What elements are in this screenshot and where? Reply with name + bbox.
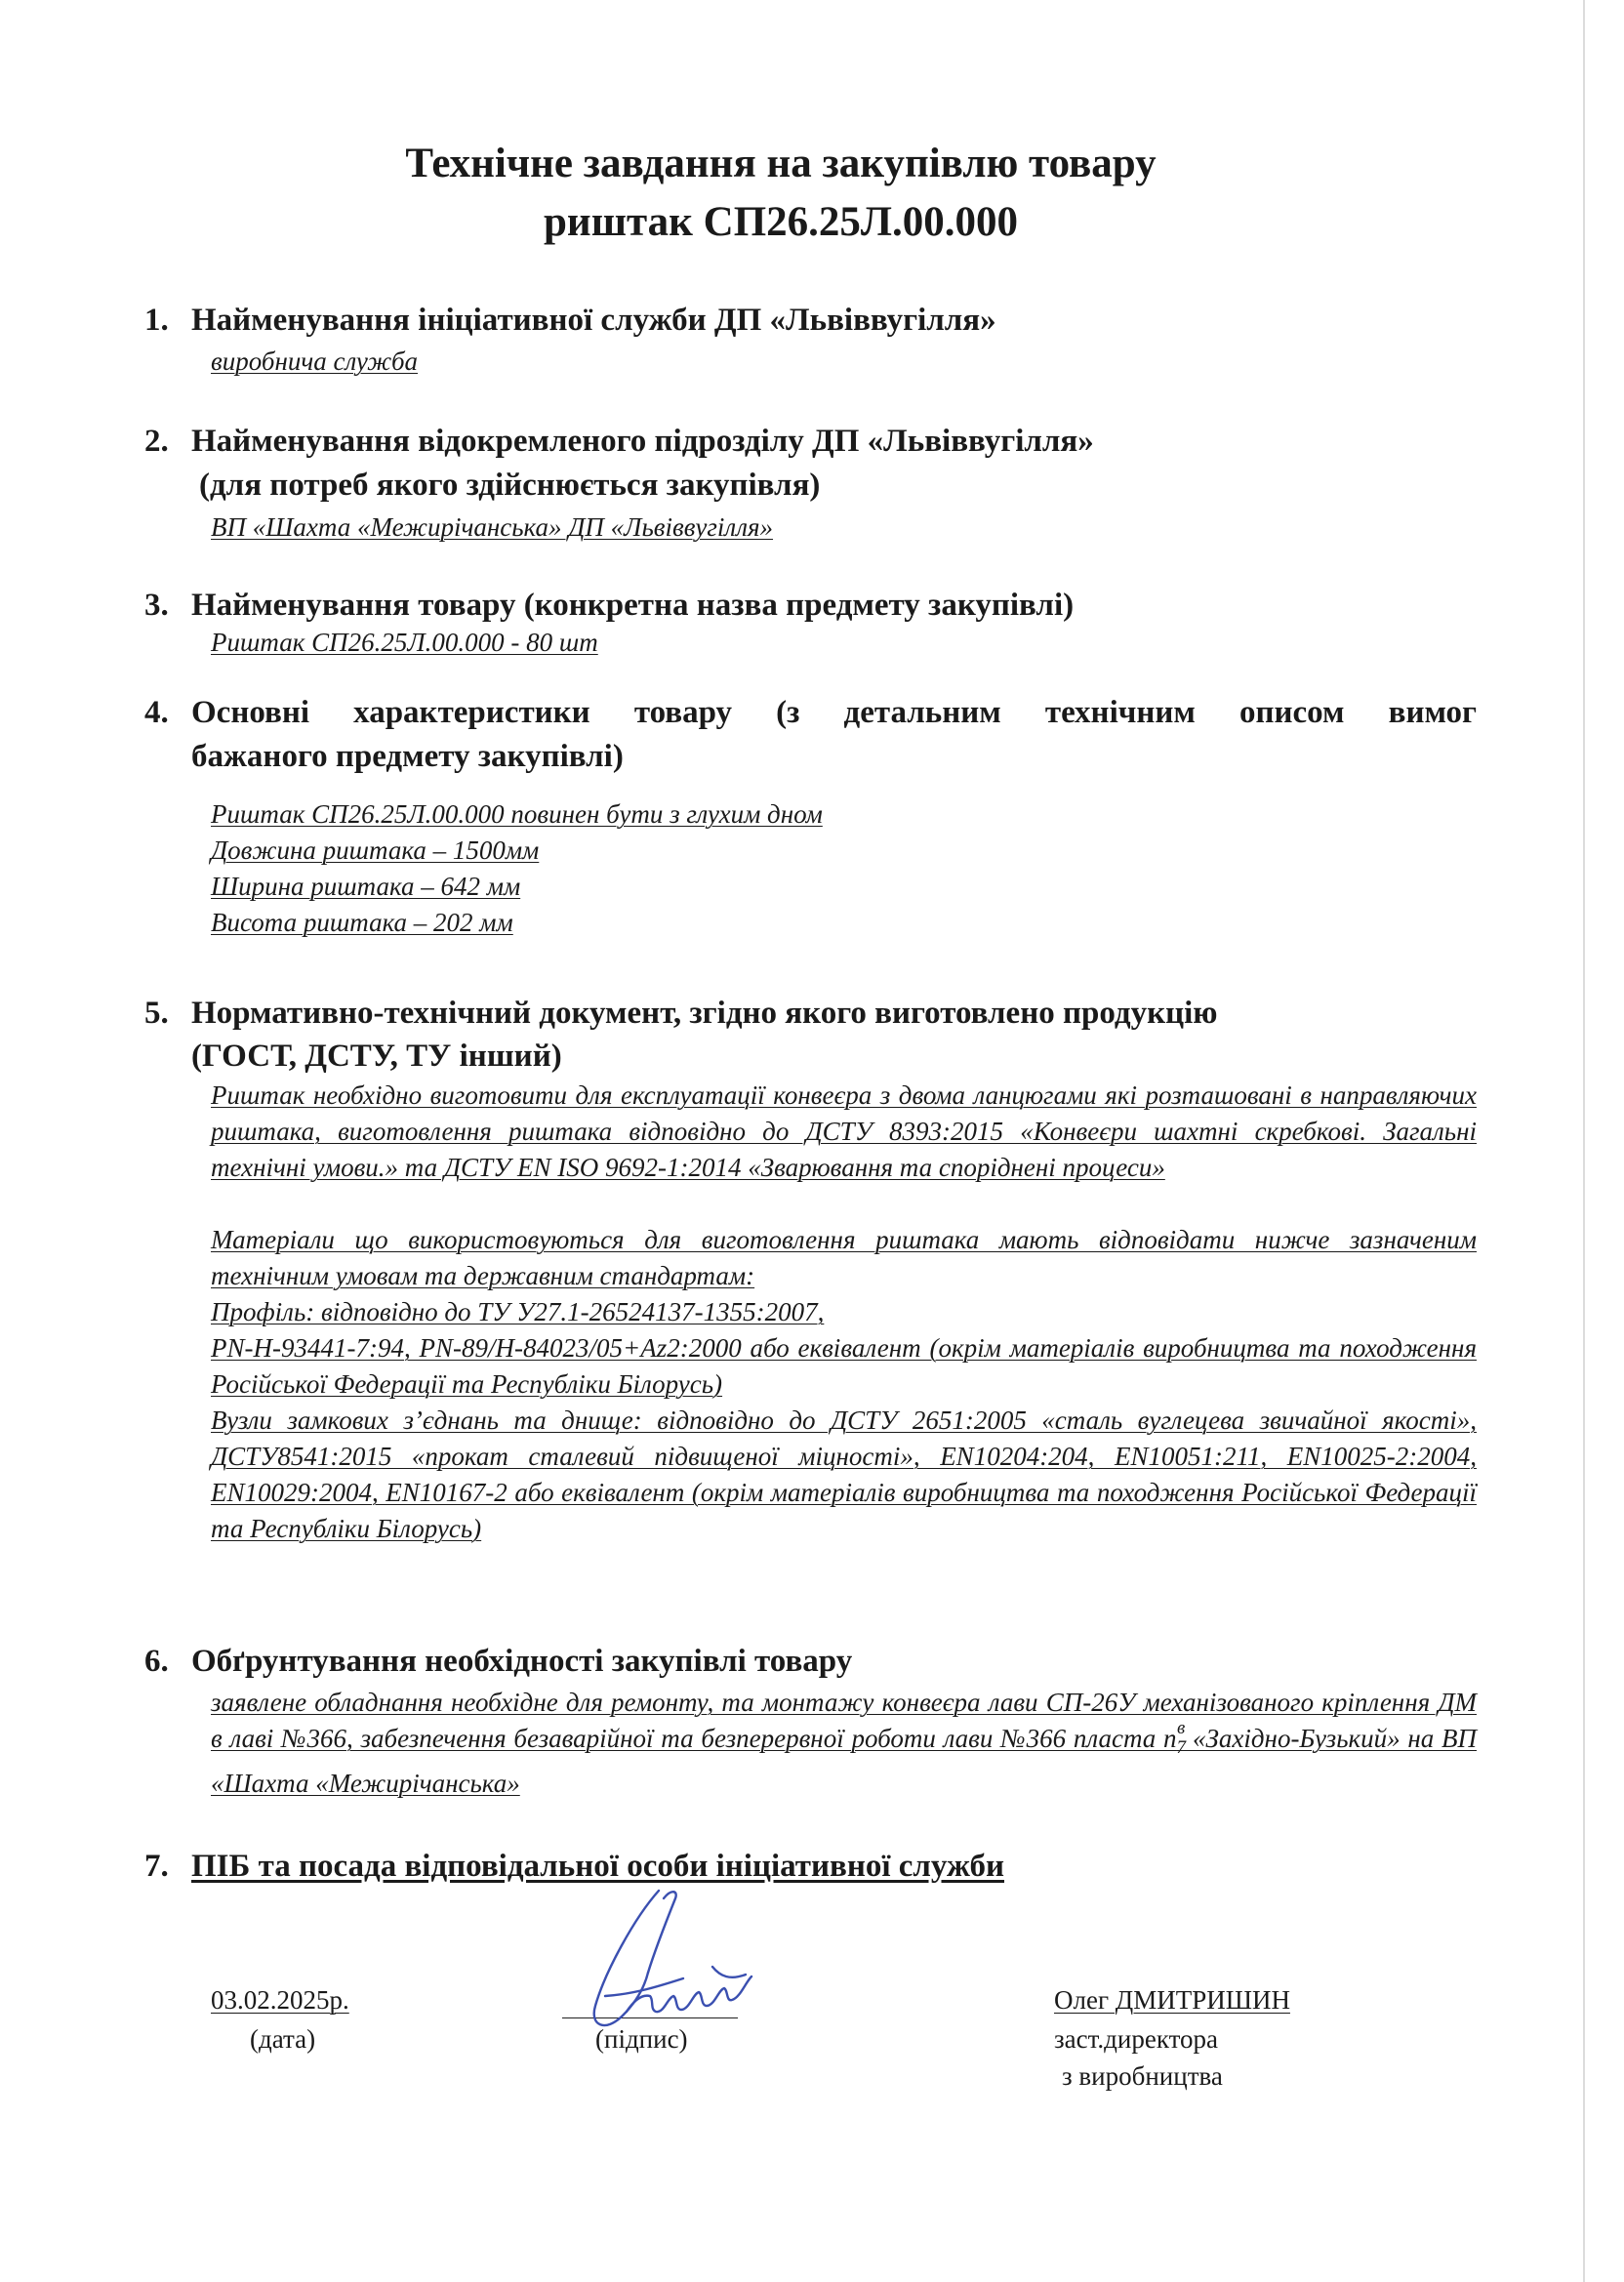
document-title-line2: риштак СП26.25Л.00.000	[544, 199, 1018, 245]
date-label: (дата)	[250, 2024, 316, 2054]
date-value: 03.02.2025р.	[211, 1985, 349, 2015]
position-line-1: заст.директора	[1054, 2024, 1219, 2054]
section-3-number: 3.	[144, 588, 169, 623]
section-1-number: 1.	[144, 303, 169, 338]
section-7-number: 7.	[144, 1849, 169, 1884]
section-3-heading: Найменування товару (конкретна назва предмету закупівлі)	[191, 588, 1075, 623]
section-2-number: 2.	[144, 424, 169, 459]
signature-label: (підпис)	[595, 2024, 688, 2054]
section-6-number: 6.	[144, 1644, 169, 1679]
section-4-line-2: Довжина риштака – 1500мм	[211, 835, 540, 865]
section-5-paragraph-4: PN-H-93441-7:94, PN-89/H-84023/05+Az2:2000 або еквівалент (окрім матеріалів виробництва та походження Російської Федерації та Республіки Білорусь)	[211, 1333, 1477, 1399]
seam-index-superscript: в	[1177, 1718, 1186, 1738]
section-1-heading: Найменування ініціативної служби ДП «Львіввугілля»	[191, 303, 996, 338]
section-2-heading: Найменування відокремленого підрозділу ДП «Львіввугілля»	[191, 424, 1094, 459]
section-5-paragraph-3: Профіль: відповідно до ТУ У27.1-26524137-1355:2007,	[211, 1297, 825, 1326]
section-5-number: 5.	[144, 996, 169, 1031]
section-6-paragraph	[211, 1685, 1477, 1802]
section-5-paragraph-2: Матеріали що використовуються для виготовлення риштака мають відповідати нижче зазначеним технічним умовам та державним стандартам:	[211, 1225, 1477, 1290]
section-7-heading: ПІБ та посада відповідальної особи ініціативної служби	[191, 1849, 1004, 1884]
responsible-person-name: Олег ДМИТРИШИН	[1054, 1985, 1290, 2015]
section-4-line-3: Ширина риштака – 642 мм	[211, 872, 521, 901]
section-4-heading: Основні характеристики товару (з детальним технічним описом вимог	[191, 695, 1477, 730]
section-4-line-1: Риштак СП26.25Л.00.000 повинен бути з глухим дном	[211, 799, 823, 829]
section-4-line-4: Висота риштака – 202 мм	[211, 908, 513, 937]
section-5-paragraph-5: Вузли замкових з’єднань та днище: відповідно до ДСТУ 2651:2005 «сталь вуглецева звичайної якості», ДСТУ8541:2015 «прокат сталевий підвищеної міцності», EN10204:204, EN10051:211, EN10025-2:2004, EN10029:2004, EN10167-2 або еквівалент (окрім матеріалів виробництва та походження Російської Федерації та Республіки Білорусь)	[211, 1406, 1477, 1543]
section-6-paragraph-tail: «Західно-Бузький» на ВП «Шахта «Межирічанська»	[211, 1724, 1477, 1798]
section-2-heading-line2: (для потреб якого здійснюється закупівля)	[199, 468, 821, 503]
section-5-heading: Нормативно-технічний документ, згідно якого виготовлено продукцію	[191, 996, 1218, 1031]
section-6-heading: Обґрунтування необхідності закупівлі товару	[191, 1644, 853, 1679]
scan-edge-line	[1583, 0, 1585, 2282]
section-3-answer: Риштак СП26.25Л.00.000 - 80 шт	[211, 628, 598, 657]
section-5-paragraph-1: Риштак необхідно виготовити для експлуатації конвеєра з двома ланцюгами які розташовані в направляючих риштака, виготовлення риштака відповідно до ДСТУ 8393:2015 «Конвеєри шахтні скребкові. Загальні технічні умови.» та ДСТУ EN ISO 9692-1:2014 «Зварювання та споріднені процеси»	[211, 1080, 1477, 1182]
seam-index-subscript: 7	[1176, 1737, 1187, 1758]
section-5-heading-line2: (ГОСТ, ДСТУ, ТУ інший)	[191, 1039, 562, 1074]
position-line-2: з виробництва	[1062, 2061, 1223, 2091]
section-6-paragraph-main: заявлене обладнання необхідне для ремонту, та монтажу конвеєра лави СП-26У механізованого кріплення ДМ в лаві №366, забезпечення безаварійної та безперервної роботи лави №366 пласта п	[211, 1688, 1477, 1753]
section-4-heading-line2: бажаного предмету закупівлі)	[191, 739, 624, 774]
handwritten-signature	[566, 1879, 781, 2045]
section-2-answer: ВП «Шахта «Межирічанська» ДП «Львіввугілля»	[211, 512, 774, 542]
section-1-answer: виробнича служба	[211, 346, 419, 376]
document-title-line1: Технічне завдання на закупівлю товару	[405, 141, 1157, 186]
section-4-number: 4.	[144, 695, 169, 730]
